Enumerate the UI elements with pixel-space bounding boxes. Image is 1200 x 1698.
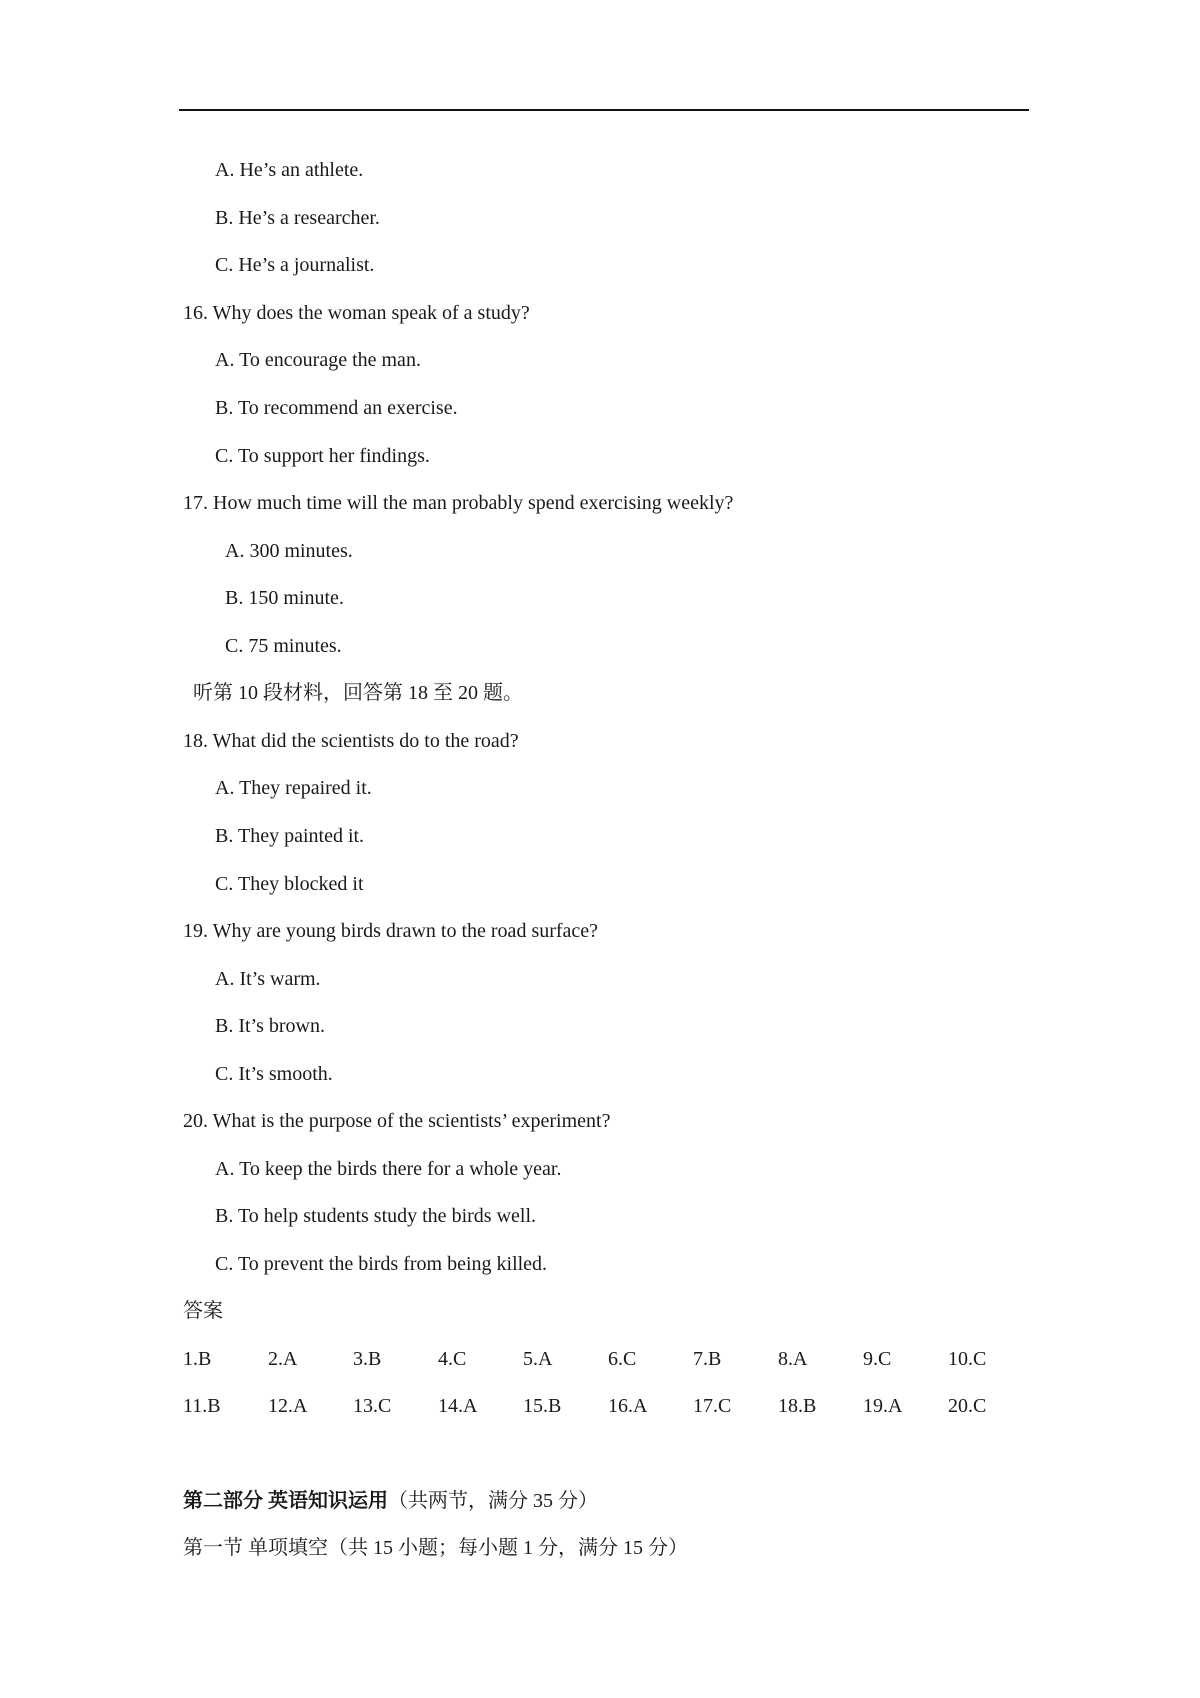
q18-option-a: A. They repaired it. [215, 777, 372, 799]
q19-option-a: A. It’s warm. [215, 968, 321, 990]
answer-item: 13.C [353, 1395, 392, 1417]
q20-option-b: B. To help students study the birds well. [215, 1205, 536, 1227]
answer-row-1 [183, 1346, 1043, 1372]
q17-option-b: B. 150 minute. [225, 587, 344, 609]
answer-item: 7.B [693, 1348, 722, 1370]
part2-title-rest: （共两节，满分 35 分） [388, 1490, 598, 1512]
q17-option-c: C. 75 minutes. [225, 635, 342, 657]
q20-option-c: C. To prevent the birds from being killed. [215, 1253, 548, 1275]
answers-label: 答案 [183, 1300, 223, 1322]
q16-option-b: B. To recommend an exercise. [215, 397, 458, 419]
answer-item: 5.A [523, 1348, 553, 1370]
q19-option-c: C. It’s smooth. [215, 1063, 333, 1085]
part2-title [183, 1488, 598, 1514]
part2-title-bold: 第二部分 英语知识运用 [183, 1490, 388, 1512]
q19-option-b: B. It’s brown. [215, 1015, 325, 1037]
header-rule [179, 109, 1029, 111]
answer-row-2 [183, 1393, 1043, 1419]
answer-item: 15.B [523, 1395, 562, 1417]
q16-question: 16. Why does the woman speak of a study? [183, 302, 530, 324]
answer-item: 9.C [863, 1348, 892, 1370]
answer-item: 11.B [183, 1395, 221, 1417]
answer-item: 8.A [778, 1348, 808, 1370]
q15-option-a: A. He’s an athlete. [215, 159, 364, 181]
q17-question: 17. How much time will the man probably spend exercising weekly? [183, 492, 734, 514]
q17-option-a: A. 300 minutes. [225, 540, 353, 562]
answer-item: 6.C [608, 1348, 637, 1370]
answer-item: 12.A [268, 1395, 308, 1417]
q20-question: 20. What is the purpose of the scientists’ experiment? [183, 1110, 611, 1132]
q18-option-c: C. They blocked it [215, 873, 364, 895]
q20-option-a: A. To keep the birds there for a whole year. [215, 1158, 562, 1180]
q19-question: 19. Why are young birds drawn to the road surface? [183, 920, 599, 942]
part2-section1: 第一节 单项填空（共 15 小题；每小题 1 分，满分 15 分） [183, 1537, 688, 1559]
answer-item: 16.A [608, 1395, 648, 1417]
answer-item: 14.A [438, 1395, 478, 1417]
q16-option-c: C. To support her findings. [215, 445, 430, 467]
answer-item: 3.B [353, 1348, 382, 1370]
answer-item: 10.C [948, 1348, 987, 1370]
section-note: 听第 10 段材料，回答第 18 至 20 题。 [193, 682, 523, 704]
q15-option-c: C. He’s a journalist. [215, 254, 375, 276]
answer-item: 20.C [948, 1395, 987, 1417]
answer-item: 19.A [863, 1395, 903, 1417]
answer-item: 4.C [438, 1348, 467, 1370]
q16-option-a: A. To encourage the man. [215, 349, 421, 371]
q18-option-b: B. They painted it. [215, 825, 365, 847]
answer-item: 17.C [693, 1395, 732, 1417]
answer-item: 2.A [268, 1348, 298, 1370]
answer-item: 18.B [778, 1395, 817, 1417]
answer-item: 1.B [183, 1348, 212, 1370]
q15-option-b: B. He’s a researcher. [215, 207, 380, 229]
q18-question: 18. What did the scientists do to the road? [183, 730, 519, 752]
